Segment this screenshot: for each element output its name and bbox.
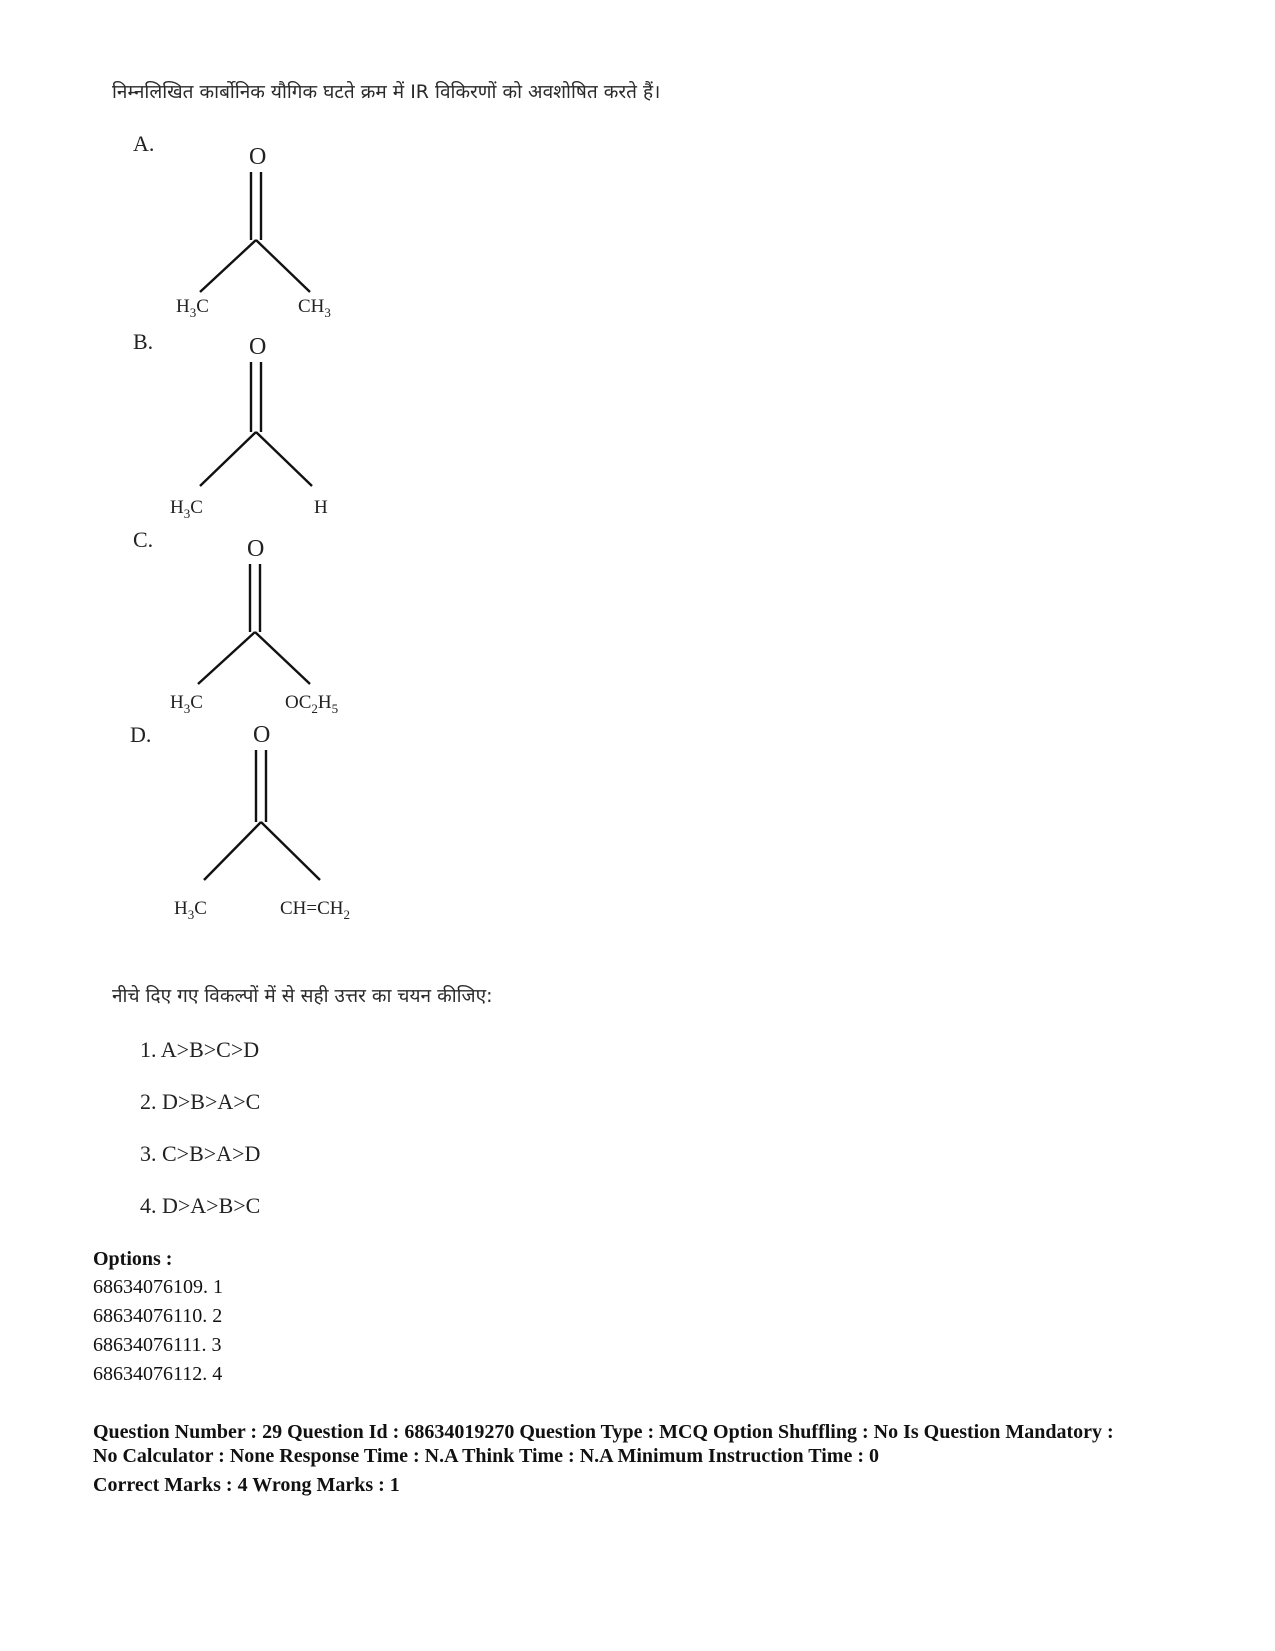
structure-label-b: B.	[133, 329, 154, 354]
structure-a-diagram	[170, 140, 410, 340]
answer-choice: 4. D>A>B>C	[140, 1193, 261, 1218]
options-heading: Options :	[93, 1248, 173, 1270]
structure-b	[170, 330, 410, 530]
question-instruction: नीचे दिए गए विकल्पों में से सही उत्तर का चयन कीजिए:	[112, 985, 493, 1007]
structure-b-left-group: $H_3C$	[170, 497, 203, 521]
structure-d-left-group: $H_3C$	[174, 898, 207, 922]
structure-b-oxygen: O	[249, 334, 267, 360]
answer-choice: 1. A>B>C>D	[140, 1037, 260, 1062]
structure-a	[170, 140, 410, 340]
question-meta-line-1: Question Number : 29 Question Id : 68634019270 Question Type : MCQ Option Shuffling : No Is Question Mandatory :	[93, 1421, 1114, 1443]
question-meta-line-3: Correct Marks : 4 Wrong Marks : 1	[93, 1474, 400, 1496]
option-item: 68634076111. 3	[93, 1334, 222, 1356]
structure-c-diagram	[170, 532, 410, 732]
structure-label-d: D.	[130, 722, 152, 747]
structure-a-right-group: $CH_3$	[298, 296, 331, 320]
structure-c-left-group: $H_3C$	[170, 692, 203, 716]
structure-label-c: C.	[133, 527, 154, 552]
structure-label-a: A.	[133, 131, 155, 156]
structure-d-diagram	[170, 718, 410, 922]
question-meta-line-2: No Calculator : None Response Time : N.A Think Time : N.A Minimum Instruction Time : 0	[93, 1445, 879, 1467]
option-item: 68634076112. 4	[93, 1363, 223, 1385]
structure-a-oxygen: O	[249, 144, 267, 170]
option-item: 68634076110. 2	[93, 1305, 223, 1327]
structure-b-diagram	[170, 330, 410, 530]
structure-c	[170, 532, 410, 732]
option-item: 68634076109. 1	[93, 1276, 223, 1298]
question-prompt: निम्नलिखित कार्बोनिक यौगिक घटते क्रम में IR विकिरणों को अवशोषित करते हैं।	[112, 81, 661, 103]
structure-a-left-group: $H_3C$	[176, 296, 209, 320]
structure-d	[170, 718, 410, 922]
structure-c-right-group: $OC_2H_5$	[285, 692, 339, 716]
structure-d-right-group: $CH=CH_2$	[280, 898, 351, 922]
structure-b-right-group: H	[314, 497, 328, 518]
structure-c-oxygen: O	[247, 536, 265, 562]
answer-choice: 3. C>B>A>D	[140, 1141, 261, 1166]
answer-choice: 2. D>B>A>C	[140, 1089, 261, 1114]
structure-d-oxygen: O	[253, 722, 271, 748]
